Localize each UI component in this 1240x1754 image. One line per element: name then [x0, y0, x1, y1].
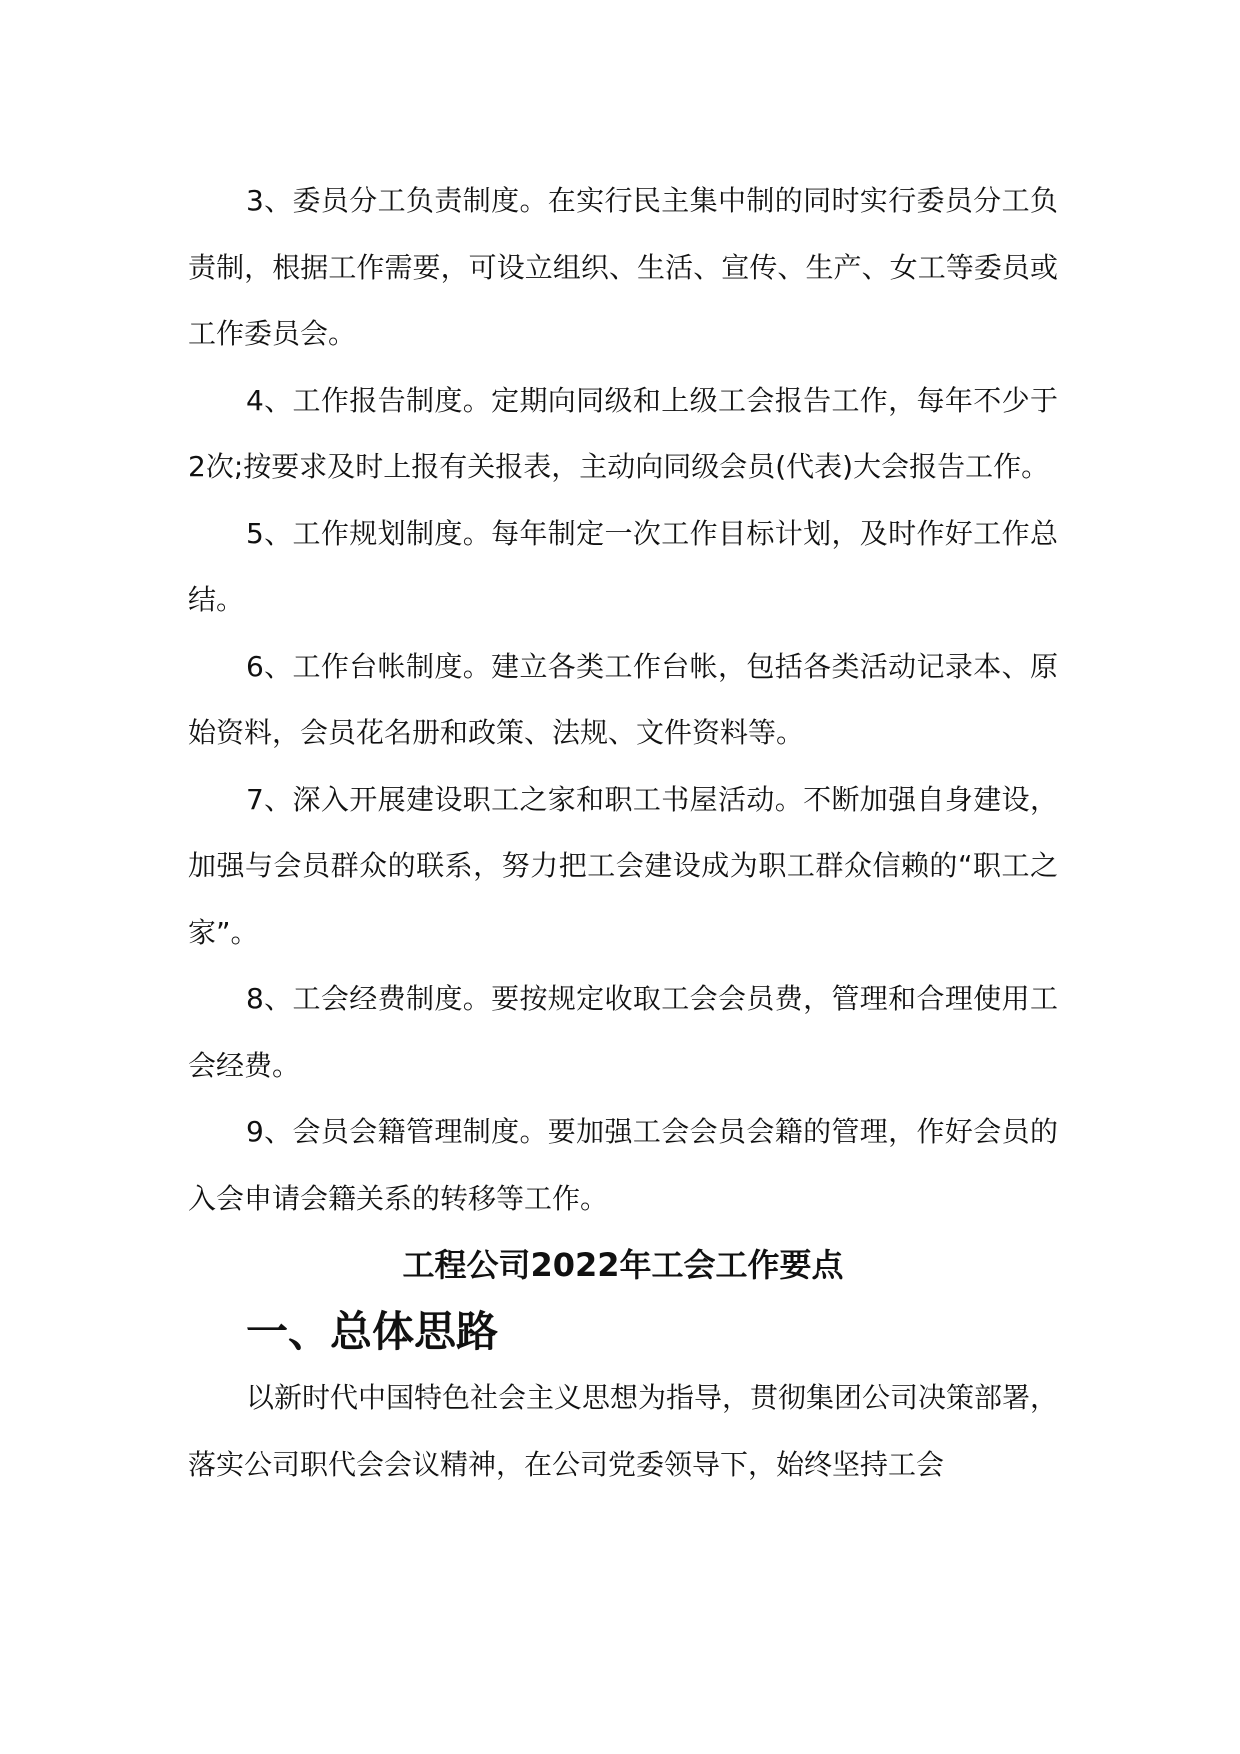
document-title: 工程公司2022年工会工作要点 [402, 1246, 844, 1284]
paragraph-item-8: 8、工会经费制度。要按规定收取工会会员费，管理和合理使用工会经费。 [188, 982, 1058, 1082]
paragraph-item-7: 7、深入开展建设职工之家和职工书屋活动。不断加强自身建设，加强与会员群众的联系，努力把工会建设成为职工群众信赖的“职工之家”。 [188, 782, 1058, 949]
section-paragraph: 以新时代中国特色社会主义思想为指导，贯彻集团公司决策部署，落实公司职代会会议精神，在公司党委领导下，始终坚持工会 [188, 1381, 1059, 1481]
paragraph-item-5: 5、工作规划制度。每年制定一次工作目标计划，及时作好工作总结。 [188, 516, 1058, 616]
paragraph-item-3: 3、委员分工负责制度。在实行民主集中制的同时实行委员分工负责制，根据工作需要，可设立组织、生活、宣传、生产、女工等委员或工作委员会。 [188, 184, 1058, 350]
document-body [188, 168, 1058, 1498]
paragraph-item-9: 9、会员会籍管理制度。要加强工会会员会籍的管理，作好会员的入会申请会籍关系的转移等工作。 [188, 1115, 1058, 1215]
section-heading: 一、总体思路 [246, 1306, 499, 1356]
paragraph-item-4: 4、工作报告制度。定期向同级和上级工会报告工作，每年不少于2次;按要求及时上报有关报表，主动向同级会员(代表)大会报告工作。 [188, 383, 1058, 483]
paragraph-item-6: 6、工作台帐制度。建立各类工作台帐，包括各类活动记录本、原始资料，会员花名册和政策、法规、文件资料等。 [188, 649, 1058, 749]
